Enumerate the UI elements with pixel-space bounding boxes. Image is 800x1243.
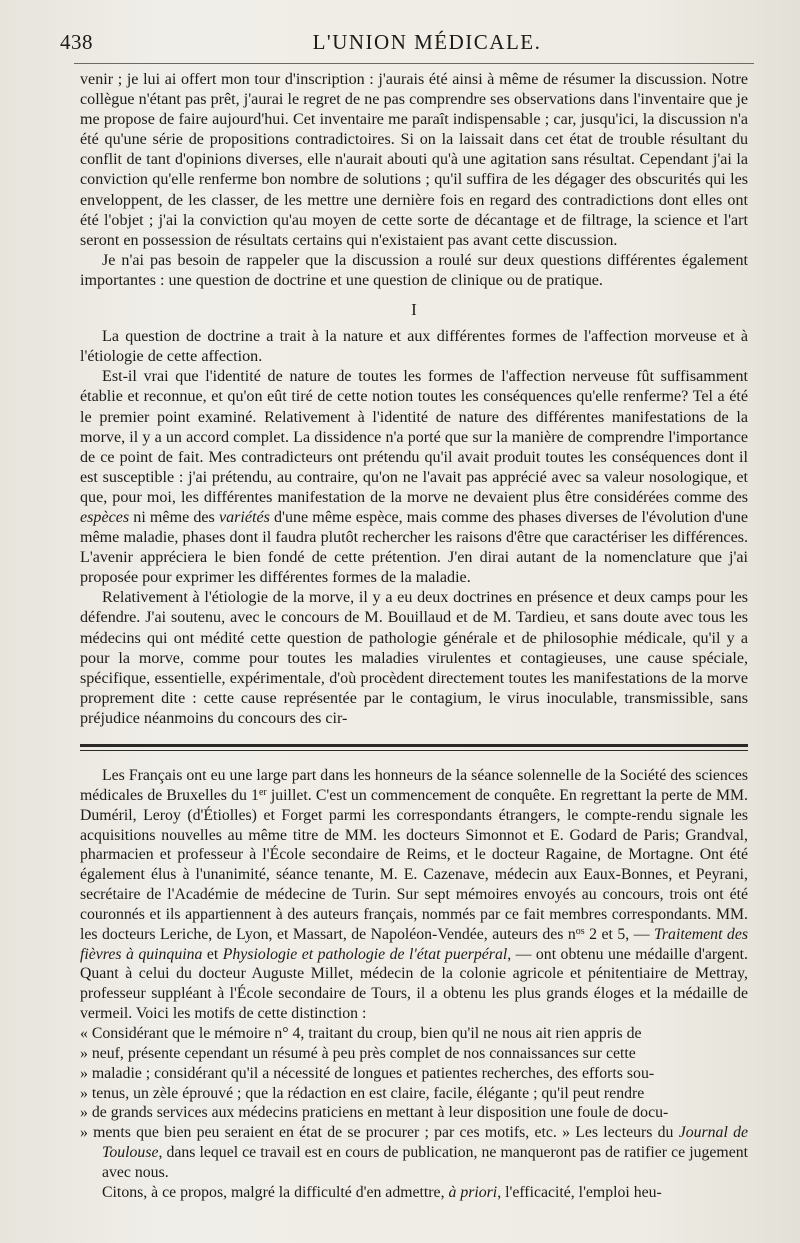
text-run: Est-il vrai que l'identité de nature de toutes les formes de l'affection nerveuse fût suffisamment établie et reconnue, et qu'on eût tiré de cette notion toutes les conséquences qu'elle renferme? Tel a été le premier point examiné. Relativement à l'identité de nature des différentes manifestations de la morve, il y a un accord complet. La dissidence n'a porté que sur la manière de comprendre l'importance de ce point de fait. Mes contradicteurs ont prétendu qu'il avait produit toutes les conséquences dont il est susceptible : j'ai prétendu, au contraire, qu'on ne l'avait pas apprécié avec sa valeur nosologique, et que, pour moi, les différentes manifestation de la morve ne devaient plus être considérées comme des <box>80 368 748 506</box>
quotation-line: » de grands services aux médecins praticiens en mettant à leur disposition une foule de docu- <box>80 1104 669 1122</box>
superscript: er <box>258 786 267 798</box>
running-title: L'UNION MÉDICALE. <box>312 30 542 54</box>
text-run: , l'efficacité, l'emploi heu- <box>497 1183 662 1201</box>
quotation-line: » tenus, un zèle éprouvé ; que la rédaction en est claire, facile, élégante ; qu'il peut rendre <box>80 1084 645 1102</box>
page-header <box>60 30 754 62</box>
text-run: Citons, à ce propos, malgré la difficulté d'en admettre, <box>102 1183 449 1201</box>
italic-title: Physiologie et pathologie de l'état puerpéral <box>222 945 508 963</box>
divider-thick-rule <box>80 744 748 747</box>
italic-text: à priori <box>448 1183 498 1201</box>
text-run: d'une même espèce, mais comme des phases diverses de l'évolution d'une même maladie, phases dont il faudra plutôt rechercher les raisons d'être que caractériser les différences. L'avenir appréciera le bien fondé de cette prétention. J'en dirai autant de la nomenclature que j'ai proposée pour exprimer les différentes formes de la maladie. <box>80 508 749 587</box>
text-run: 2 et 5, — <box>584 925 654 943</box>
article-paragraph: venir ; je lui ai offert mon tour d'inscription : j'aurais été ainsi à même de résumer la discussion. Notre collègue n'étant pas prêt, j'aurai le regret de ne pas comprendre ses observations dans l'inventaire que je me propose de faire aujourd'hui. Cet inventaire me paraît indispensable ; car, jusqu'ici, la discussion n'a été qu'une série de propositions contradictoires. Si on la laissait dans cet état de trouble résultant du conflit de tant d'opinions diverses, elle n'aurait abouti qu'à une agitation sans résultat. Cependant j'ai la conviction qu'elle renferme bon nombre de solutions ; qu'il suffira de les dégager des obscurités qui les enveloppent, de les classer, de les mettre une dernière fois en regard des contradictions dont elles ont été l'objet ; j'ai la conviction qu'au moyen de cette sorte de décantage et de filtrage, la science et l'art seront en possession de résultats certains qui n'existaient pas avant cette discussion. <box>80 71 748 249</box>
section-divider <box>80 744 748 753</box>
text-run: juillet. C'est un commencement de conquête. En regrettant la perte de MM. Duméril, Leroy (d'Étiolles) et Forget parmi les correspondants étrangers, le compte-rendu signale les acquisitions nouvelles au même titre de MM. les docteurs Simonnot et E. Godard de Paris; Grandval, pharmacien et professeur à l'École secondaire de Reims, et le docteur Ragaine, de Mortagne. Ont été également élus à l'unanimité, séance tenante, M. E. Cazenave, médecin aux Eaux-Bonnes, et Peyrani, secrétaire de l'Académie de médecine de Turin. Sur sept mémoires envoyés au concours, trois ont été couronnés et ils appartiennent à des auteurs français, nommés par ce fait membres correspondants. MM. les docteurs Leriche, de Lyon, et Massart, de Napoléon-Vendée, auteurs des n <box>80 786 748 943</box>
text-run: » ments que bien peu seraient en état de se procurer ; par ces motifs, etc. » Les lecteurs du <box>80 1124 679 1142</box>
header-rule <box>74 63 754 64</box>
text-run: ni même des <box>129 508 219 526</box>
quotation-line <box>80 1123 748 1183</box>
page-number: 438 <box>60 30 93 54</box>
article-paragraph: La question de doctrine a trait à la nature et aux différentes formes de l'affection morveuse et à l'étiologie de cette affection. <box>80 328 748 366</box>
feuilleton-paragraph <box>80 1183 748 1203</box>
text-run: et <box>202 945 223 963</box>
quotation-line: » neuf, présente cependant un résumé à peu près complet de nos connaissances sur cette <box>80 1044 636 1062</box>
italic-text: variétés <box>218 508 270 526</box>
text-run: Les Français ont eu une large part dans les honneurs de la séance solennelle de la Société des sciences médicales de Bruxelles du 1 <box>80 767 748 804</box>
article-paragraph: Relativement à l'étiologie de la morve, il y a eu deux doctrines en présence et deux camps pour les défendre. J'ai soutenu, avec le concours de M. Bouillaud et de M. Tardieu, et sans doute avec tous les médecins qui ont médité cette question de pathologie générale et de philosophie médicale, qu'il y a pour la morve, comme pour toutes les maladies virulentes et contagieuses, une cause spéciale, spécifique, essentielle, expérimentale, d'où procèdent directement toutes les manifestations de la morve proprement dite : cette cause représentée par le contagium, le virus inoculable, transmissible, sans préjudice néanmoins du concours des cir- <box>80 589 748 727</box>
main-article <box>80 70 748 729</box>
section-heading: I <box>411 300 417 320</box>
divider-thin-rule <box>80 750 748 751</box>
italic-title: Traitement des fièvres à quinquina <box>80 925 748 963</box>
superscript: os <box>575 925 585 937</box>
article-paragraph: Je n'ai pas besoin de rappeler que la discussion a roulé sur deux questions différentes également importantes : une question de doctrine et une question de clinique ou de pratique. <box>80 251 748 289</box>
text-run: , — ont obtenu une médaille d'argent. Quant à celui du docteur Auguste Millet, médecin de la colonie agricole et pénitentiaire de Mettray, professeur suppléant à l'École secondaire de Tours, il a obtenu les plus grands éloges et la médaille de vermeil. Voici les motifs de cette distinction : <box>80 945 748 1023</box>
quotation-line: » maladie ; considérant qu'il a nécessité de longues et patientes recherches, des efforts sou- <box>80 1064 655 1082</box>
italic-text: espèces <box>80 508 130 526</box>
article-paragraph <box>80 367 748 588</box>
quotation-line: « Considérant que le mémoire n° 4, traitant du croup, bien qu'il ne nous ait rien appris de <box>80 1024 642 1042</box>
feuilleton-column <box>80 766 748 1203</box>
italic-title: Journal de Toulouse <box>102 1124 748 1162</box>
feuilleton-paragraph <box>80 766 748 1024</box>
text-run: , dans lequel ce travail est en cours de publication, ne manqueront pas de ratifier ce jugement avec nous. <box>102 1144 748 1181</box>
